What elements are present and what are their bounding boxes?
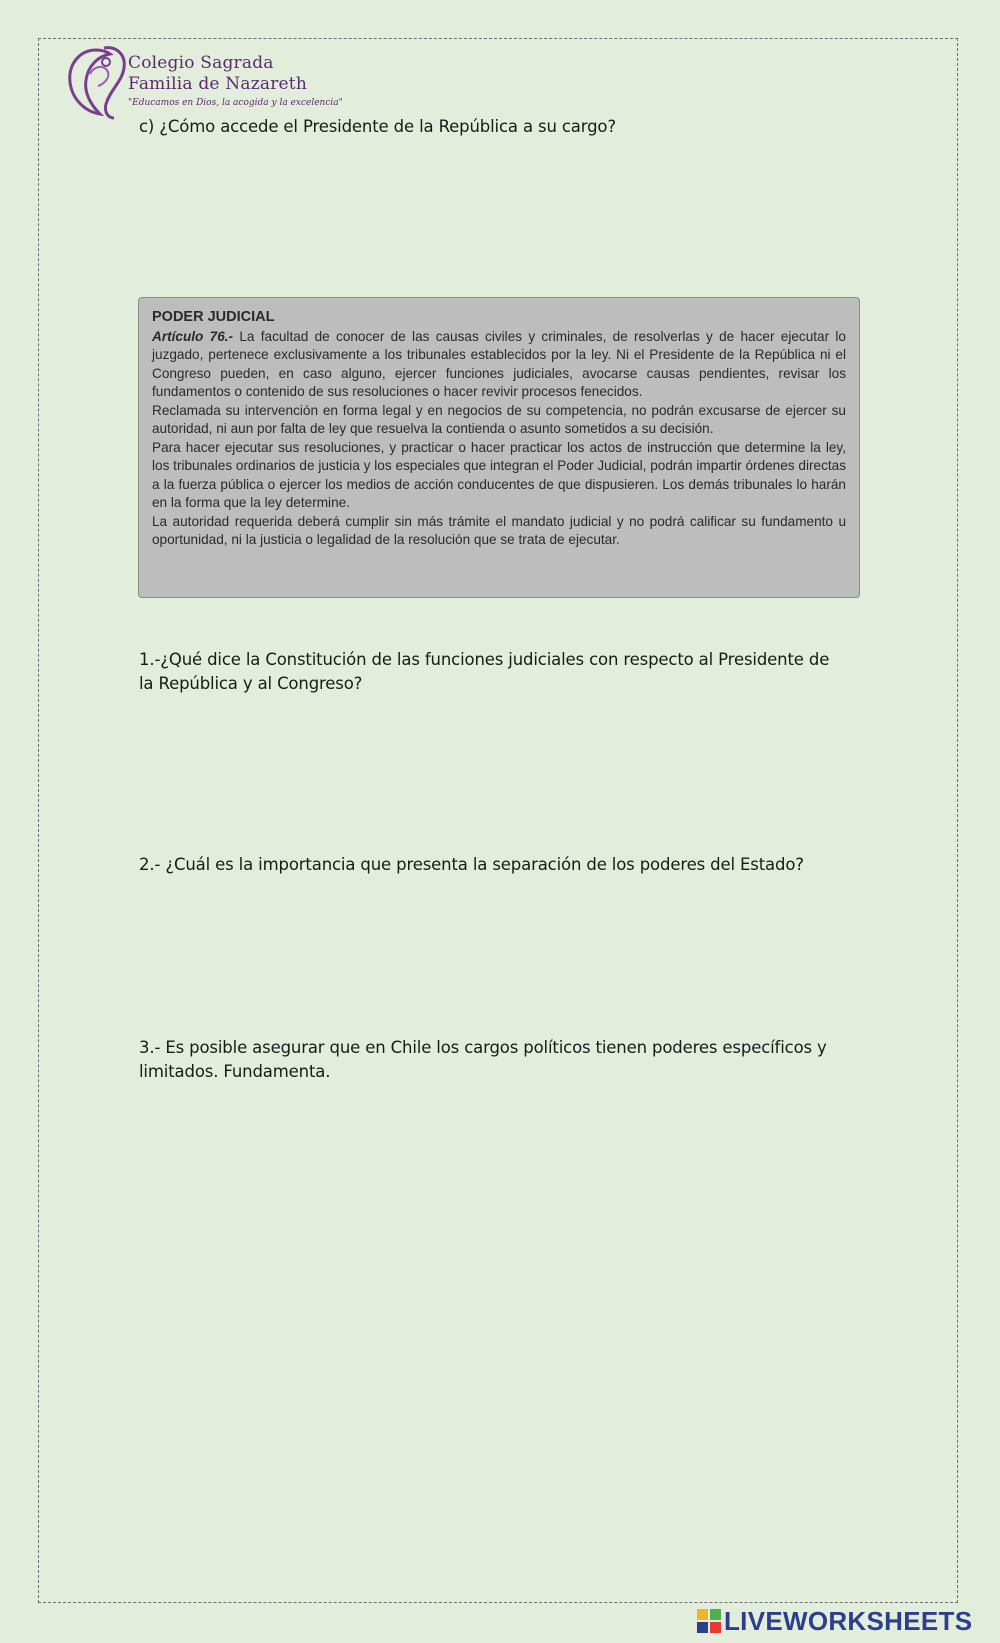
question-1: 1.-¿Qué dice la Constitución de las funciones judiciales con respecto al Presidente de la República y al Congreso? [139,650,830,693]
article-p1-text: La facultad de conocer de las causas civiles y criminales, de resolverlas y de hacer ejecutar lo juzgado, pertenece exclusivamente a los tribunales establecidos por la ley. Ni el Presidente de la República ni el Congreso pueden, en caso alguno, ejercer funciones judiciales, avocarse causas pendientes, revisar los fundamentos o contenido de sus resoluciones o hacer revivir procesos fenecidos. [152,328,846,399]
worksheet-border [38,38,958,1603]
article-title: PODER JUDICIAL [152,309,275,325]
liveworksheets-brand [697,1606,972,1636]
question-c: c) ¿Cómo accede el Presidente de la República a su cargo? [139,117,616,136]
article-excerpt [138,297,860,598]
school-name-line2: Familia de Nazareth [128,74,307,94]
liveworksheets-logo-icon [697,1609,721,1633]
school-name-line1: Colegio Sagrada [128,53,274,73]
article-paragraph-2: Reclamada su intervención en forma legal y en negocios de su competencia, no podrán excusarse de ejercer su autoridad, ni aun por falta de ley que resuelva la contienda o asunto sometidos a su decisión. [152,402,846,436]
brand-name: LIVEWORKSHEETS [724,1605,973,1636]
question-3: 3.- Es posible asegurar que en Chile los cargos políticos tienen poderes específicos y limitados. Fundamenta. [139,1038,827,1081]
article-paragraph-4: La autoridad requerida deberá cumplir sin más trámite el mandato judicial y no podrá calificar su fundamento u oportunidad, ni la justicia o legalidad de la resolución que se trata de ejecutar. [152,513,846,547]
question-2: 2.- ¿Cuál es la importancia que presenta la separación de los poderes del Estado? [139,855,804,874]
article-paragraph-1 [152,328,846,402]
article-lead: Artículo 76.- [152,328,234,344]
article-paragraph-3: Para hacer ejecutar sus resoluciones, y practicar o hacer practicar los actos de instrucción que determine la ley, los tribunales ordinarios de justicia y los especiales que integran el Poder Judicial, podrán impartir órdenes directas a la fuerza pública o ejercer los medios de acción conducentes de que dispusieren. Los demás tribunales lo harán en la forma que la ley determine. [152,439,846,510]
school-motto: "Educamos en Dios, la acogida y la excelencia" [128,98,343,108]
